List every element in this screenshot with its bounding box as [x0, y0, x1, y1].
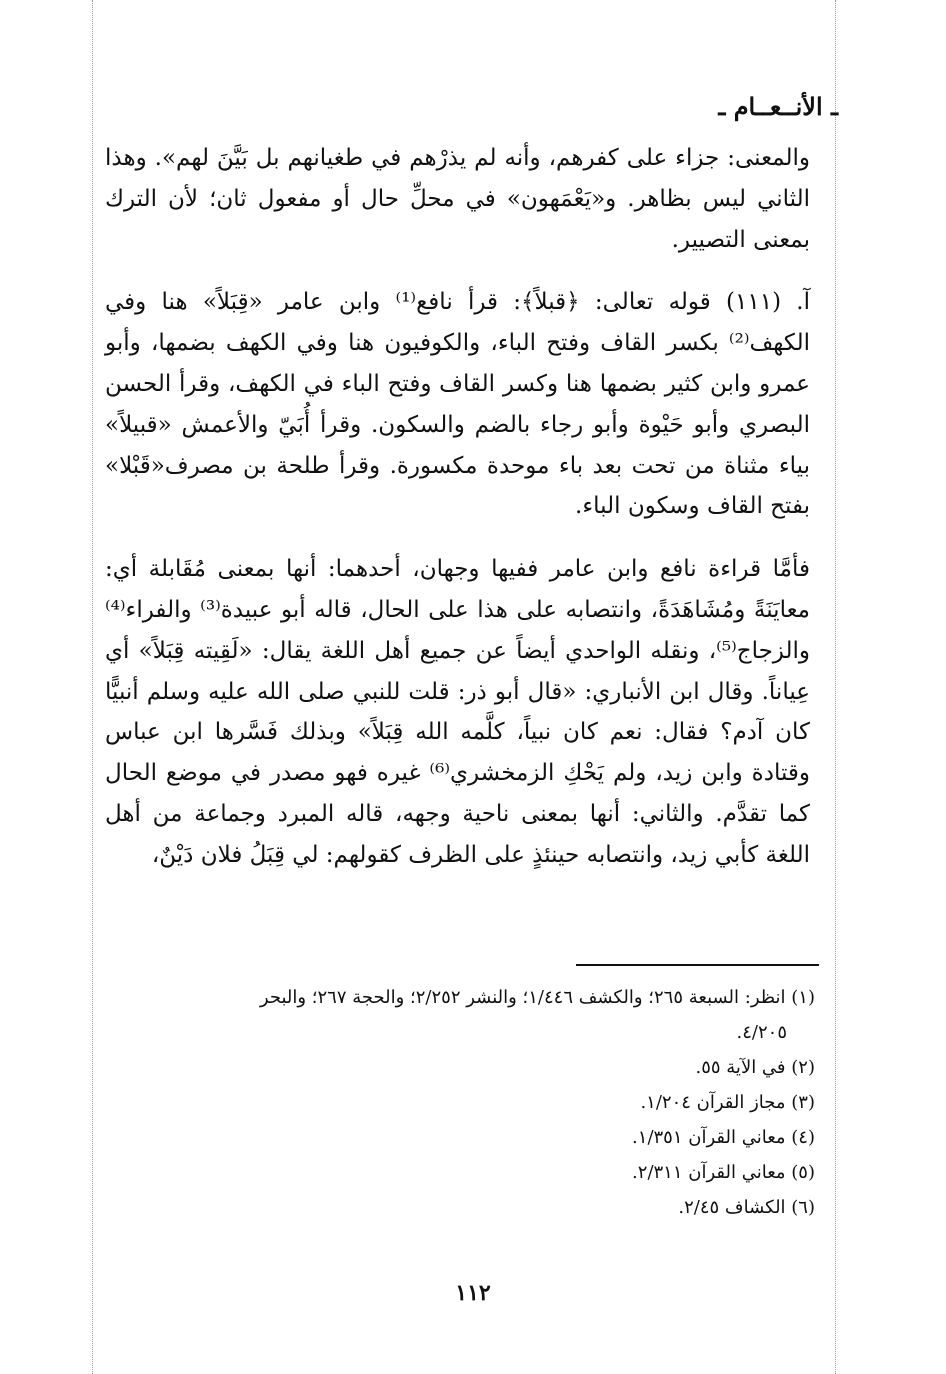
footnote: (٢) في الآية ٥٥. [695, 1057, 815, 1078]
footnote: (١) انظر: السبعة ٢٦٥؛ والكشف ١/٤٤٦؛ والنشر ٢/٢٥٢؛ والحجة ٢٦٧؛ والبحر [259, 987, 815, 1008]
footnote: (٤) معاني القرآن ١/٣٥١. [632, 1127, 815, 1148]
page-number: ١١٢ [455, 1280, 491, 1306]
footnote-continuation: ٤/٢٠٥. [736, 1022, 787, 1043]
paragraph: آ. (١١١) قوله تعالى: ﴿قبلاً﴾: قرأ نافع⁽¹⁾ وابن عامر «قِبَلاً» هنا وفي الكهف⁽²⁾ بكسر القاف وفتح الباء، والكوفيون هنا وفي الكهف بضمها، وأبو عمرو وابن كثير بضمها هنا وكسر القاف وفتح الباء في الكهف، وقرأ الحسن البصري وأبو حَيْوة وأبو رجاء بالضم والسكون. وقرأ أُبَيّ والأعمش «قبيلاً» بياء مثناة من تحت بعد باء موحدة مكسورة. وقرأ طلحة بن مصرف«قَبْلا» بفتح القاف وسكون الباء. [105, 289, 810, 520]
footnote-separator [576, 964, 819, 966]
margin-guide [92, 0, 93, 1374]
running-header: ـ الأنــعــام ـ [718, 92, 838, 121]
paragraph: والمعنى: جزاء على كفرهم، وأنه لم يذرْهم في طغيانهم بل بَيَّنَ لهم». وهذا الثاني ليس بظاهر. و«يَعْمَهون» في محلِّ حال أو مفعول ثان؛ لأن الترك بمعنى التصيير. [105, 145, 810, 253]
footnotes [105, 980, 815, 1225]
margin-guide [835, 0, 836, 1374]
paragraph: فأمَّا قراءة نافع وابن عامر ففيها وجهان، أحدهما: أنها بمعنى مُقَابلة أي: معايَنَةً ومُشَاهَدَةً، وانتصابه على هذا على الحال، قاله أبو عبيدة⁽³⁾ والفراء⁽⁴⁾ والزجاج⁽⁵⁾، ونقله الواحدي أيضاً عن جميع أهل اللغة يقال: «لَقِيته قِبَلاً» أي عِياناً. وقال ابن الأنباري: «قال أبو ذر: قلت للنبي صلى الله عليه وسلم أنبيًّا كان آدم؟ فقال: نعم كان نبياً، كلَّمه الله قِبَلاً» وبذلك فَسَّرها ابن عباس وقتادة وابن زيد، ولم يَحْكِ الزمخشري⁽⁶⁾ غيره فهو مصدر في موضع الحال كما تقدَّم. والثاني: أنها بمعنى ناحية وجهه، قاله المبرد وجماعة من أهل اللغة كأبي زيد، وانتصابه حينئذٍ على الظرف كقولهم: لي قِبَلُ فلان دَيْنٌ، [105, 556, 811, 868]
footnote: (٣) مجاز القرآن ١/٢٠٤. [640, 1092, 815, 1113]
footnote: (٦) الكشاف ٢/٤٥. [678, 1197, 815, 1218]
footnote: (٥) معاني القرآن ٢/٣١١. [632, 1162, 815, 1183]
main-text [105, 138, 810, 876]
